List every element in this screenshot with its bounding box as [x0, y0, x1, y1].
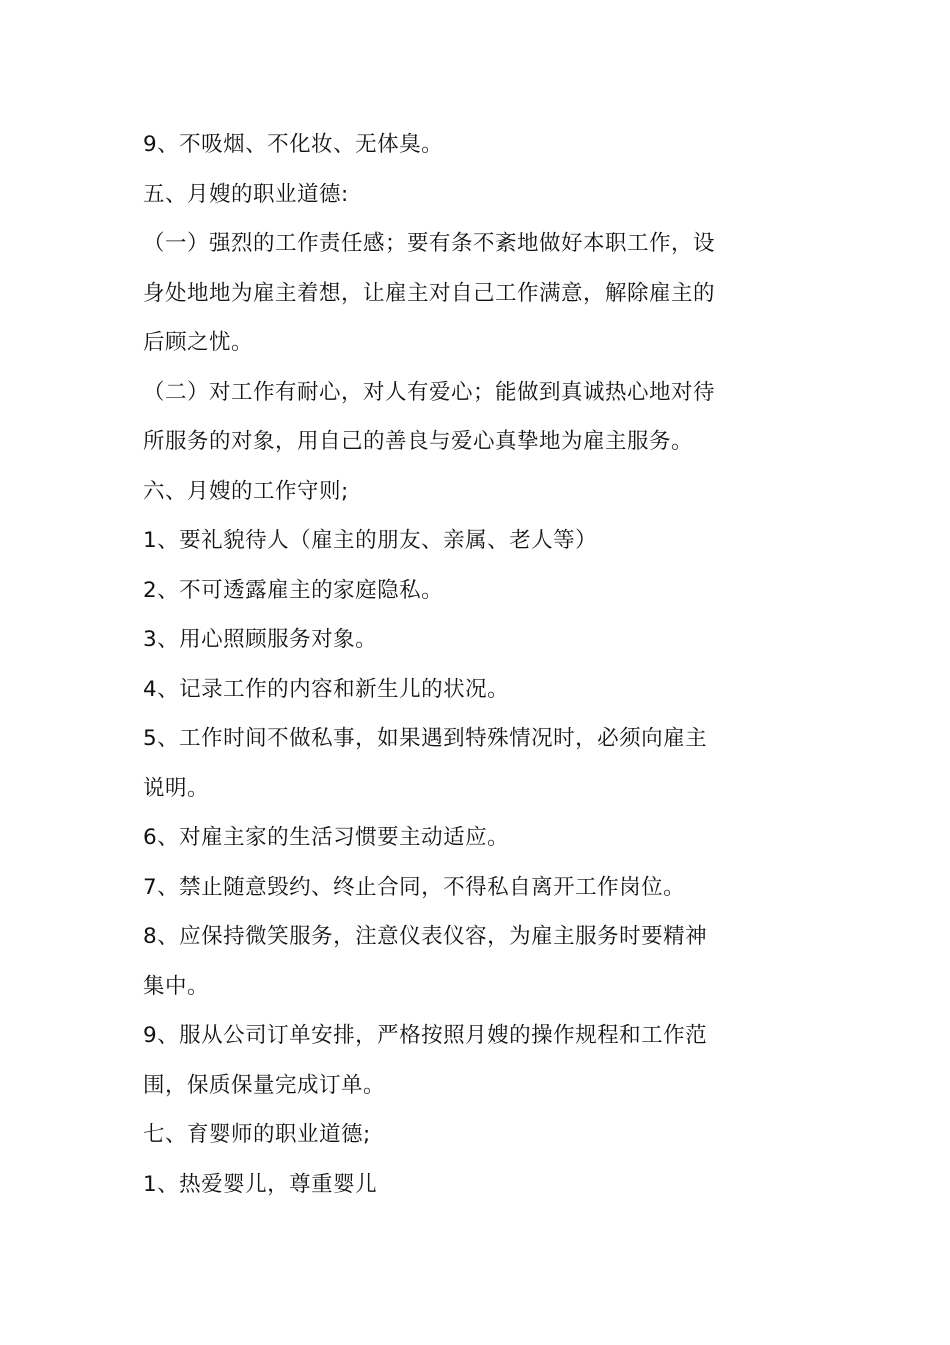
text-line: 9、不吸烟、不化妆、无体臭。	[143, 132, 444, 157]
section-heading: 五、月嫂的职业道德:	[143, 181, 349, 207]
text-line: 1、要礼貌待人（雇主的朋友、亲属、老人等）	[143, 528, 598, 553]
text-line: 5、工作时间不做私事，如果遇到特殊情况时，必须向雇主	[143, 726, 708, 751]
text-line: 身处地地为雇主着想，让雇主对自己工作满意，解除雇主的	[143, 280, 716, 306]
text-line: 1、热爱婴儿，尊重婴儿	[143, 1171, 378, 1197]
text-line: 后顾之忧。	[143, 330, 254, 355]
text-line: 围，保质保量完成订单。	[143, 1072, 386, 1098]
text-line: 4、记录工作的内容和新生儿的状况。	[143, 676, 510, 702]
section-heading: 六、月嫂的工作守则;	[143, 478, 349, 504]
section-heading: 七、育婴师的职业道德;	[143, 1122, 371, 1147]
text-line: 8、应保持微笑服务，注意仪表仪容，为雇主服务时要精神	[143, 924, 708, 949]
text-line: 6、对雇主家的生活习惯要主动适应。	[143, 825, 510, 850]
text-line: 9、服从公司订单安排，严格按照月嫂的操作规程和工作范	[143, 1023, 708, 1048]
text-line: 所服务的对象，用自己的善良与爱心真挚地为雇主服务。	[143, 429, 694, 454]
text-line: 说明。	[143, 775, 210, 801]
text-line: 2、不可透露雇主的家庭隐私。	[143, 577, 444, 603]
text-line: 7、禁止随意毁约、终止合同，不得私自离开工作岗位。	[143, 874, 686, 900]
text-line: （一）强烈的工作责任感；要有条不紊地做好本职工作，设	[143, 231, 716, 256]
text-line: （二）对工作有耐心，对人有爱心；能做到真诚热心地对待	[143, 379, 716, 405]
document-body	[143, 120, 743, 1209]
text-line: 3、用心照顾服务对象。	[143, 627, 378, 652]
text-line: 集中。	[143, 973, 210, 999]
